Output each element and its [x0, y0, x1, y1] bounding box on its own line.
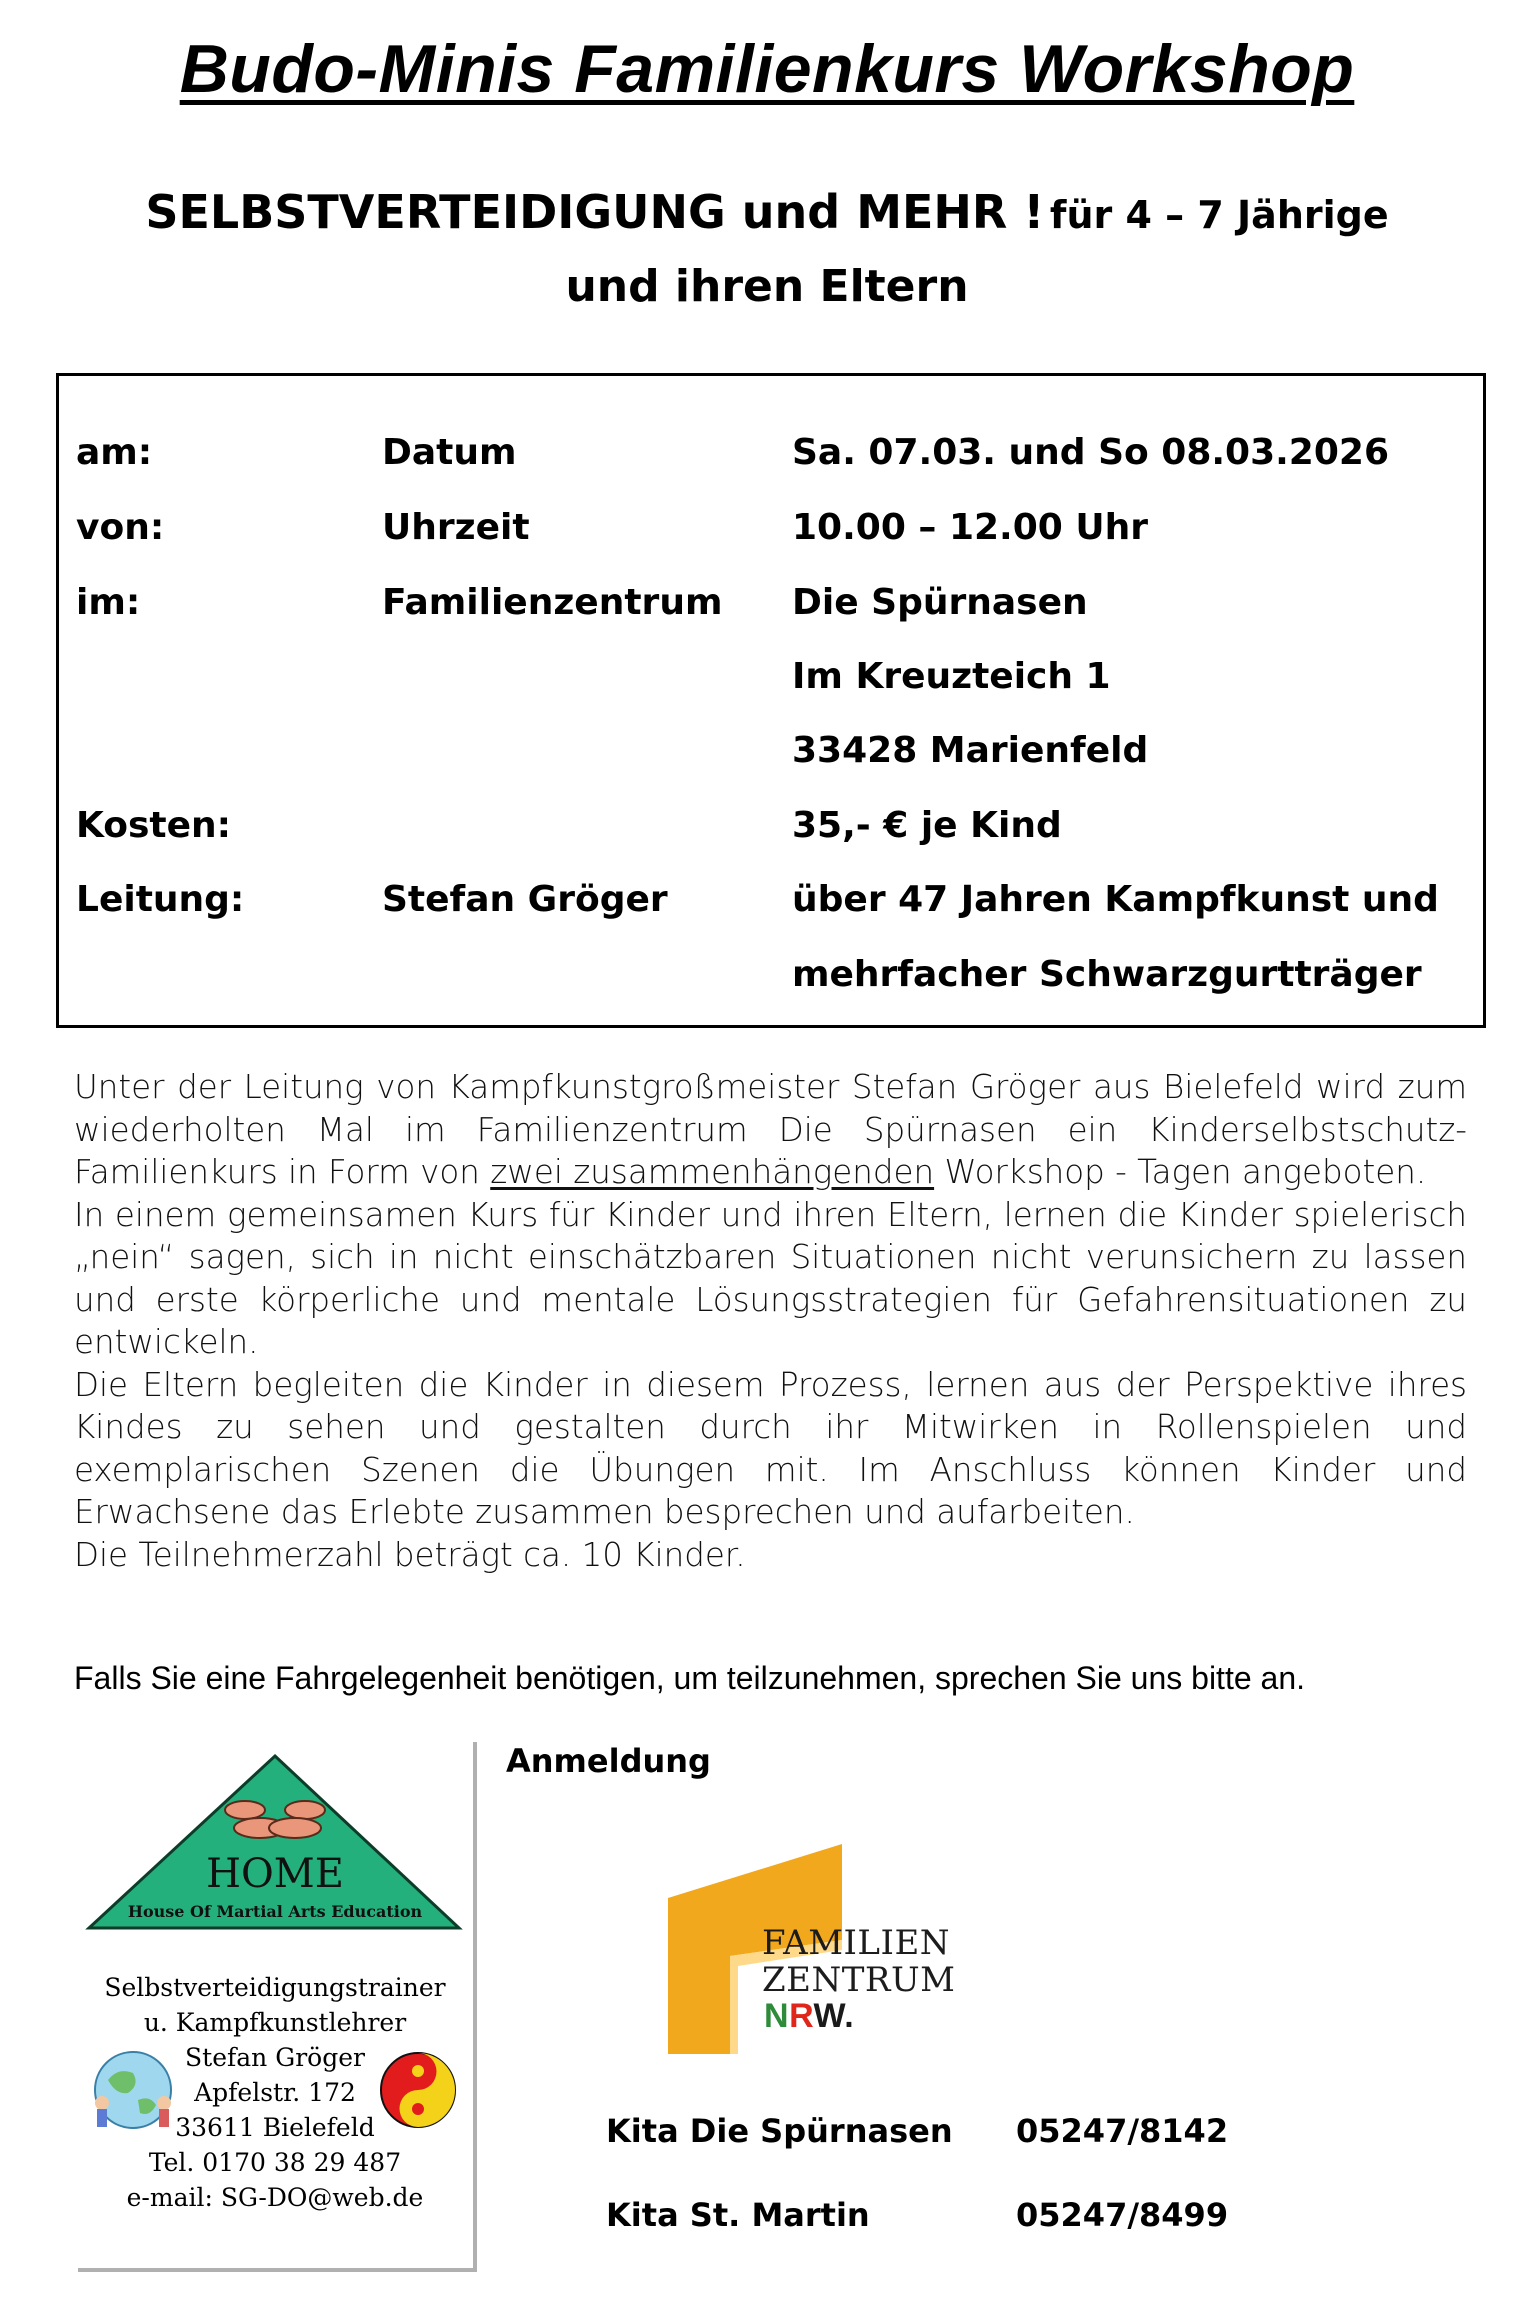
- divider-vertical: [473, 1742, 477, 2272]
- trainer-title-2: u. Kampfkunstlehrer: [143, 2008, 407, 2037]
- info-label: am:: [76, 432, 153, 473]
- info-value: 10.00 – 12.00 Uhr: [792, 507, 1148, 548]
- subtitle-age: für 4 – 7 Jährige: [1049, 193, 1389, 237]
- info-row-time: [59, 507, 1483, 567]
- info-field: Familienzentrum: [382, 582, 723, 623]
- info-field: Datum: [382, 432, 517, 473]
- logo-line-2: ZENTRUM: [762, 1960, 956, 2000]
- paragraph-text: Workshop - Tagen angeboten.: [944, 1153, 1427, 1191]
- paragraph-text: Unter der Leitung von Kampfkunstgroßmeister Stefan Gröger aus Bielefeld wird zum wiederholten Mal im Familienzentrum Die Spürnasen ein Kinderselbstschutz-Familienkurs in Form von: [74, 1068, 1467, 1191]
- divider-horizontal: [78, 2268, 477, 2272]
- subtitle-main: SELBSTVERTEIDIGUNG und MEHR !: [145, 185, 1045, 239]
- info-row-date: [59, 432, 1483, 492]
- event-info-box: [56, 373, 1486, 1028]
- info-value: über 47 Jahren Kampfkunst und: [792, 879, 1439, 920]
- paragraph-3: Die Eltern begleiten die Kinder in diesem Prozess, lernen aus der Perspektive ihres Kindes zu sehen und gestalten durch ihr Mitwirken in Rollenspielen und exemplarischen Szenen die Übungen mit. Im Anschluss können Kinder und Erwachsene das Erlebte zusammen besprechen und aufarbeiten.: [74, 1365, 1467, 1531]
- nrw-n: N: [764, 1997, 790, 2035]
- trainer-city: 33611 Bielefeld: [175, 2113, 375, 2142]
- trainer-email: e-mail: SG-DO@web.de: [126, 2183, 424, 2212]
- home-logo-tagline: House Of Martial Arts Education: [127, 1902, 423, 1921]
- subtitle-line-2: und ihren Eltern: [565, 261, 969, 312]
- paragraph-4: Die Teilnehmerzahl beträgt ca. 10 Kinder.: [74, 1535, 746, 1574]
- nrw-w: W.: [813, 1997, 855, 2035]
- info-row-cost: [59, 805, 1483, 865]
- info-field: Uhrzeit: [382, 507, 530, 548]
- yin-yang-icon: [378, 2050, 458, 2134]
- trainer-street: Apfelstr. 172: [194, 2078, 356, 2107]
- subtitle-line-1: [0, 180, 1534, 255]
- home-logo: [85, 1752, 465, 1936]
- info-row-lead-2: [59, 954, 1483, 1014]
- info-value: mehrfacher Schwarzgurtträger: [792, 954, 1422, 995]
- info-row-city: [59, 730, 1483, 790]
- description: [74, 1066, 1467, 1576]
- contact-name: Kita St. Martin: [606, 2196, 870, 2234]
- trainer-title-1: Selbstverteidigungstrainer: [104, 1973, 446, 2002]
- info-label: Kosten:: [76, 805, 232, 846]
- contact-name: Kita Die Spürnasen: [606, 2112, 953, 2150]
- page-title: Budo-Minis Familienkurs Workshop: [179, 31, 1355, 107]
- home-logo-name: HOME: [206, 1851, 344, 1897]
- info-label: im:: [76, 582, 141, 623]
- registration-heading: Anmeldung: [506, 1742, 711, 1780]
- info-value: Die Spürnasen: [792, 582, 1088, 623]
- info-row-place: [59, 582, 1483, 642]
- logo-line-1: FAMILIEN: [762, 1923, 951, 1963]
- info-value: 33428 Marienfeld: [792, 730, 1149, 771]
- underlined-text: zwei zusammenhängenden: [490, 1153, 935, 1191]
- contact-phone: 05247/8142: [1016, 2112, 1229, 2150]
- info-value: Im Kreuzteich 1: [792, 656, 1111, 697]
- paragraph-1: [74, 1066, 1467, 1194]
- info-value: 35,- € je Kind: [792, 805, 1062, 846]
- info-value: Sa. 07.03. und So 08.03.2026: [792, 432, 1390, 473]
- nrw-mark: [764, 1997, 854, 2036]
- globe-children-icon: [88, 2045, 178, 2139]
- nrw-r: R: [789, 1997, 814, 2035]
- paragraph-2: In einem gemeinsamen Kurs für Kinder und ihren Eltern, lernen die Kinder spielerisch „nein“ sagen, sich in nicht einschätzbaren Situationen nicht verunsichern zu lassen und erste körperliche und mentale Lösungsstrategien für Gefahrensituationen zu entwickeln.: [74, 1195, 1467, 1361]
- trainer-name: Stefan Gröger: [185, 2043, 365, 2072]
- info-label: von:: [76, 507, 165, 548]
- info-row-lead: [59, 879, 1483, 939]
- contact-phone: 05247/8499: [1016, 2196, 1229, 2234]
- ride-note: Falls Sie eine Fahrgelegenheit benötigen, um teilzunehmen, sprechen Sie uns bitte an.: [74, 1660, 1305, 1696]
- trainer-phone: Tel. 0170 38 29 487: [148, 2148, 402, 2177]
- subtitle: [0, 180, 1534, 319]
- familienzentrum-logo-text: [762, 1925, 955, 1999]
- info-label: Leitung:: [76, 879, 245, 920]
- info-row-street: [59, 656, 1483, 716]
- info-field: Stefan Gröger: [382, 879, 668, 920]
